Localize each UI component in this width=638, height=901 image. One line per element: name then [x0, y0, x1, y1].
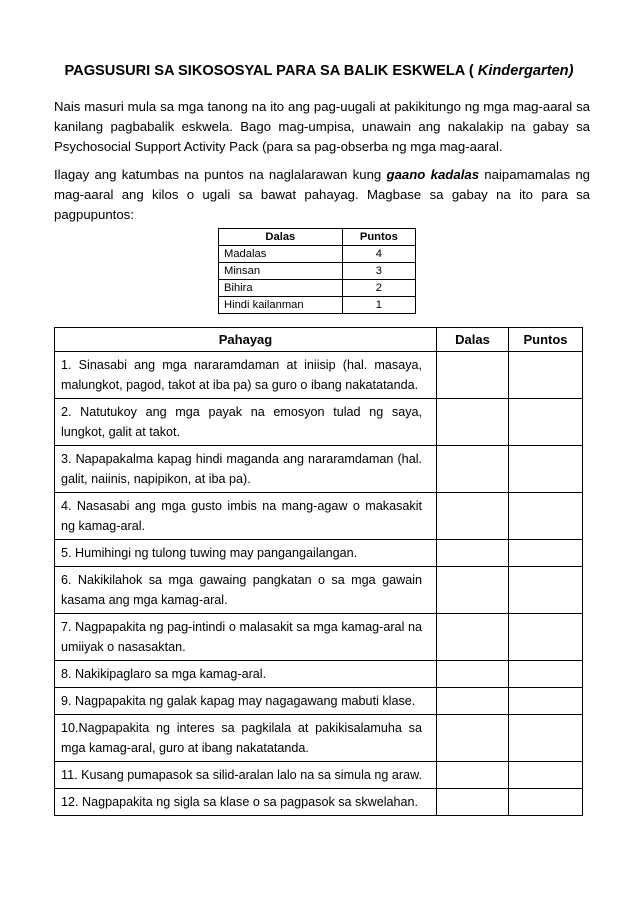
statement-cell: 5. Humihingi ng tulong tuwing may pangangailangan. — [55, 540, 437, 567]
table-row — [55, 567, 583, 614]
legend-points: 1 — [342, 297, 415, 314]
statement-cell: 12. Nagpapakita ng sigla sa klase o sa pagpasok sa skwelahan. — [55, 789, 437, 816]
puntos-cell[interactable] — [509, 661, 583, 688]
dalas-cell[interactable] — [437, 688, 509, 715]
dalas-cell[interactable] — [437, 352, 509, 399]
instruction-emphasis: gaano kadalas — [386, 167, 480, 182]
header-pahayag: Pahayag — [55, 328, 437, 352]
puntos-cell[interactable] — [509, 493, 583, 540]
statement-cell: 2. Natutukoy ang mga payak na emosyon tulad ng saya, lungkot, galit at takot. — [55, 399, 437, 446]
table-row — [55, 789, 583, 816]
header-dalas: Dalas — [437, 328, 509, 352]
legend-points: 2 — [342, 280, 415, 297]
table-row — [55, 614, 583, 661]
puntos-cell[interactable] — [509, 715, 583, 762]
legend-header-dalas: Dalas — [219, 229, 343, 246]
legend-row — [219, 263, 416, 280]
puntos-cell[interactable] — [509, 789, 583, 816]
puntos-cell[interactable] — [509, 446, 583, 493]
legend-label: Madalas — [219, 246, 343, 263]
assessment-header-row — [55, 328, 583, 352]
dalas-cell[interactable] — [437, 789, 509, 816]
dalas-cell[interactable] — [437, 493, 509, 540]
legend-label: Minsan — [219, 263, 343, 280]
instruction-before: Ilagay ang katumbas na puntos na naglalarawan kung — [54, 167, 387, 182]
dalas-cell[interactable] — [437, 715, 509, 762]
puntos-cell[interactable] — [509, 614, 583, 661]
table-row — [55, 399, 583, 446]
puntos-cell[interactable] — [509, 688, 583, 715]
assessment-table — [54, 327, 583, 816]
puntos-cell[interactable] — [509, 352, 583, 399]
legend-label: Hindi kailanman — [219, 297, 343, 314]
dalas-cell[interactable] — [437, 540, 509, 567]
instruction-paragraph — [54, 165, 590, 226]
legend-row — [219, 297, 416, 314]
table-row — [55, 493, 583, 540]
puntos-cell[interactable] — [509, 540, 583, 567]
statement-cell: 8. Nakikipaglaro sa mga kamag-aral. — [55, 661, 437, 688]
legend-points: 3 — [342, 263, 415, 280]
statement-cell: 1. Sinasabi ang mga nararamdaman at iniisip (hal. masaya, malungkot, pagod, takot at iba pa) sa guro o ibang nakatatanda. — [55, 352, 437, 399]
title-main: PAGSUSURI SA SIKOSOSYAL PARA SA BALIK ESKWELA ( — [64, 63, 478, 79]
table-row — [55, 762, 583, 789]
legend-row — [219, 246, 416, 263]
dalas-cell[interactable] — [437, 567, 509, 614]
statement-cell: 3. Napapakalma kapag hindi maganda ang nararamdaman (hal. galit, naiinis, napipikon, at iba pa). — [55, 446, 437, 493]
statement-cell: 4. Nasasabi ang mga gusto imbis na mang-agaw o makasakit ng kamag-aral. — [55, 493, 437, 540]
puntos-cell[interactable] — [509, 567, 583, 614]
dalas-cell[interactable] — [437, 399, 509, 446]
scoring-legend-table — [218, 228, 416, 314]
statement-cell: 7. Nagpapakita ng pag-intindi o malasakit sa mga kamag-aral na umiiyak o nasasaktan. — [55, 614, 437, 661]
puntos-cell[interactable] — [509, 762, 583, 789]
statement-cell: 6. Nakikilahok sa mga gawaing pangkatan o sa mga gawain kasama ang mga kamag-aral. — [55, 567, 437, 614]
table-row — [55, 661, 583, 688]
intro-paragraph: Nais masuri mula sa mga tanong na ito ang pag-uugali at pakikitungo ng mga mag-aaral sa kanilang pagbabalik eskwela. Bago mag-umpisa, unawain ang nakalakip na gabay sa Psychosocial Support Activity Pack (para sa pag-obserba ng mga mag-aaral. — [54, 99, 590, 155]
legend-label: Bihira — [219, 280, 343, 297]
dalas-cell[interactable] — [437, 614, 509, 661]
statement-cell: 10.Nagpapakita ng interes sa pagkilala at pakikisalamuha sa mga kamag-aral, guro at ibang nakatatanda. — [55, 715, 437, 762]
table-row — [55, 446, 583, 493]
table-row — [55, 688, 583, 715]
legend-header-row — [219, 229, 416, 246]
header-puntos: Puntos — [509, 328, 583, 352]
table-row — [55, 540, 583, 567]
dalas-cell[interactable] — [437, 661, 509, 688]
table-row — [55, 352, 583, 399]
legend-points: 4 — [342, 246, 415, 263]
legend-header-puntos: Puntos — [342, 229, 415, 246]
dalas-cell[interactable] — [437, 446, 509, 493]
table-row — [55, 715, 583, 762]
puntos-cell[interactable] — [509, 399, 583, 446]
instruction-after: naipamamalas ng mag-aaral ang kilos o ugali sa bawat pahayag. Magbase sa gabay na ito para sa pagpupuntos: — [54, 167, 591, 223]
title-italic: Kindergarten) — [477, 63, 574, 79]
statement-cell: 9. Nagpapakita ng galak kapag may nagagawang mabuti klase. — [55, 688, 437, 715]
legend-row — [219, 280, 416, 297]
document-title — [0, 60, 638, 82]
statement-cell: 11. Kusang pumapasok sa silid-aralan lalo na sa simula ng araw. — [55, 762, 437, 789]
dalas-cell[interactable] — [437, 762, 509, 789]
